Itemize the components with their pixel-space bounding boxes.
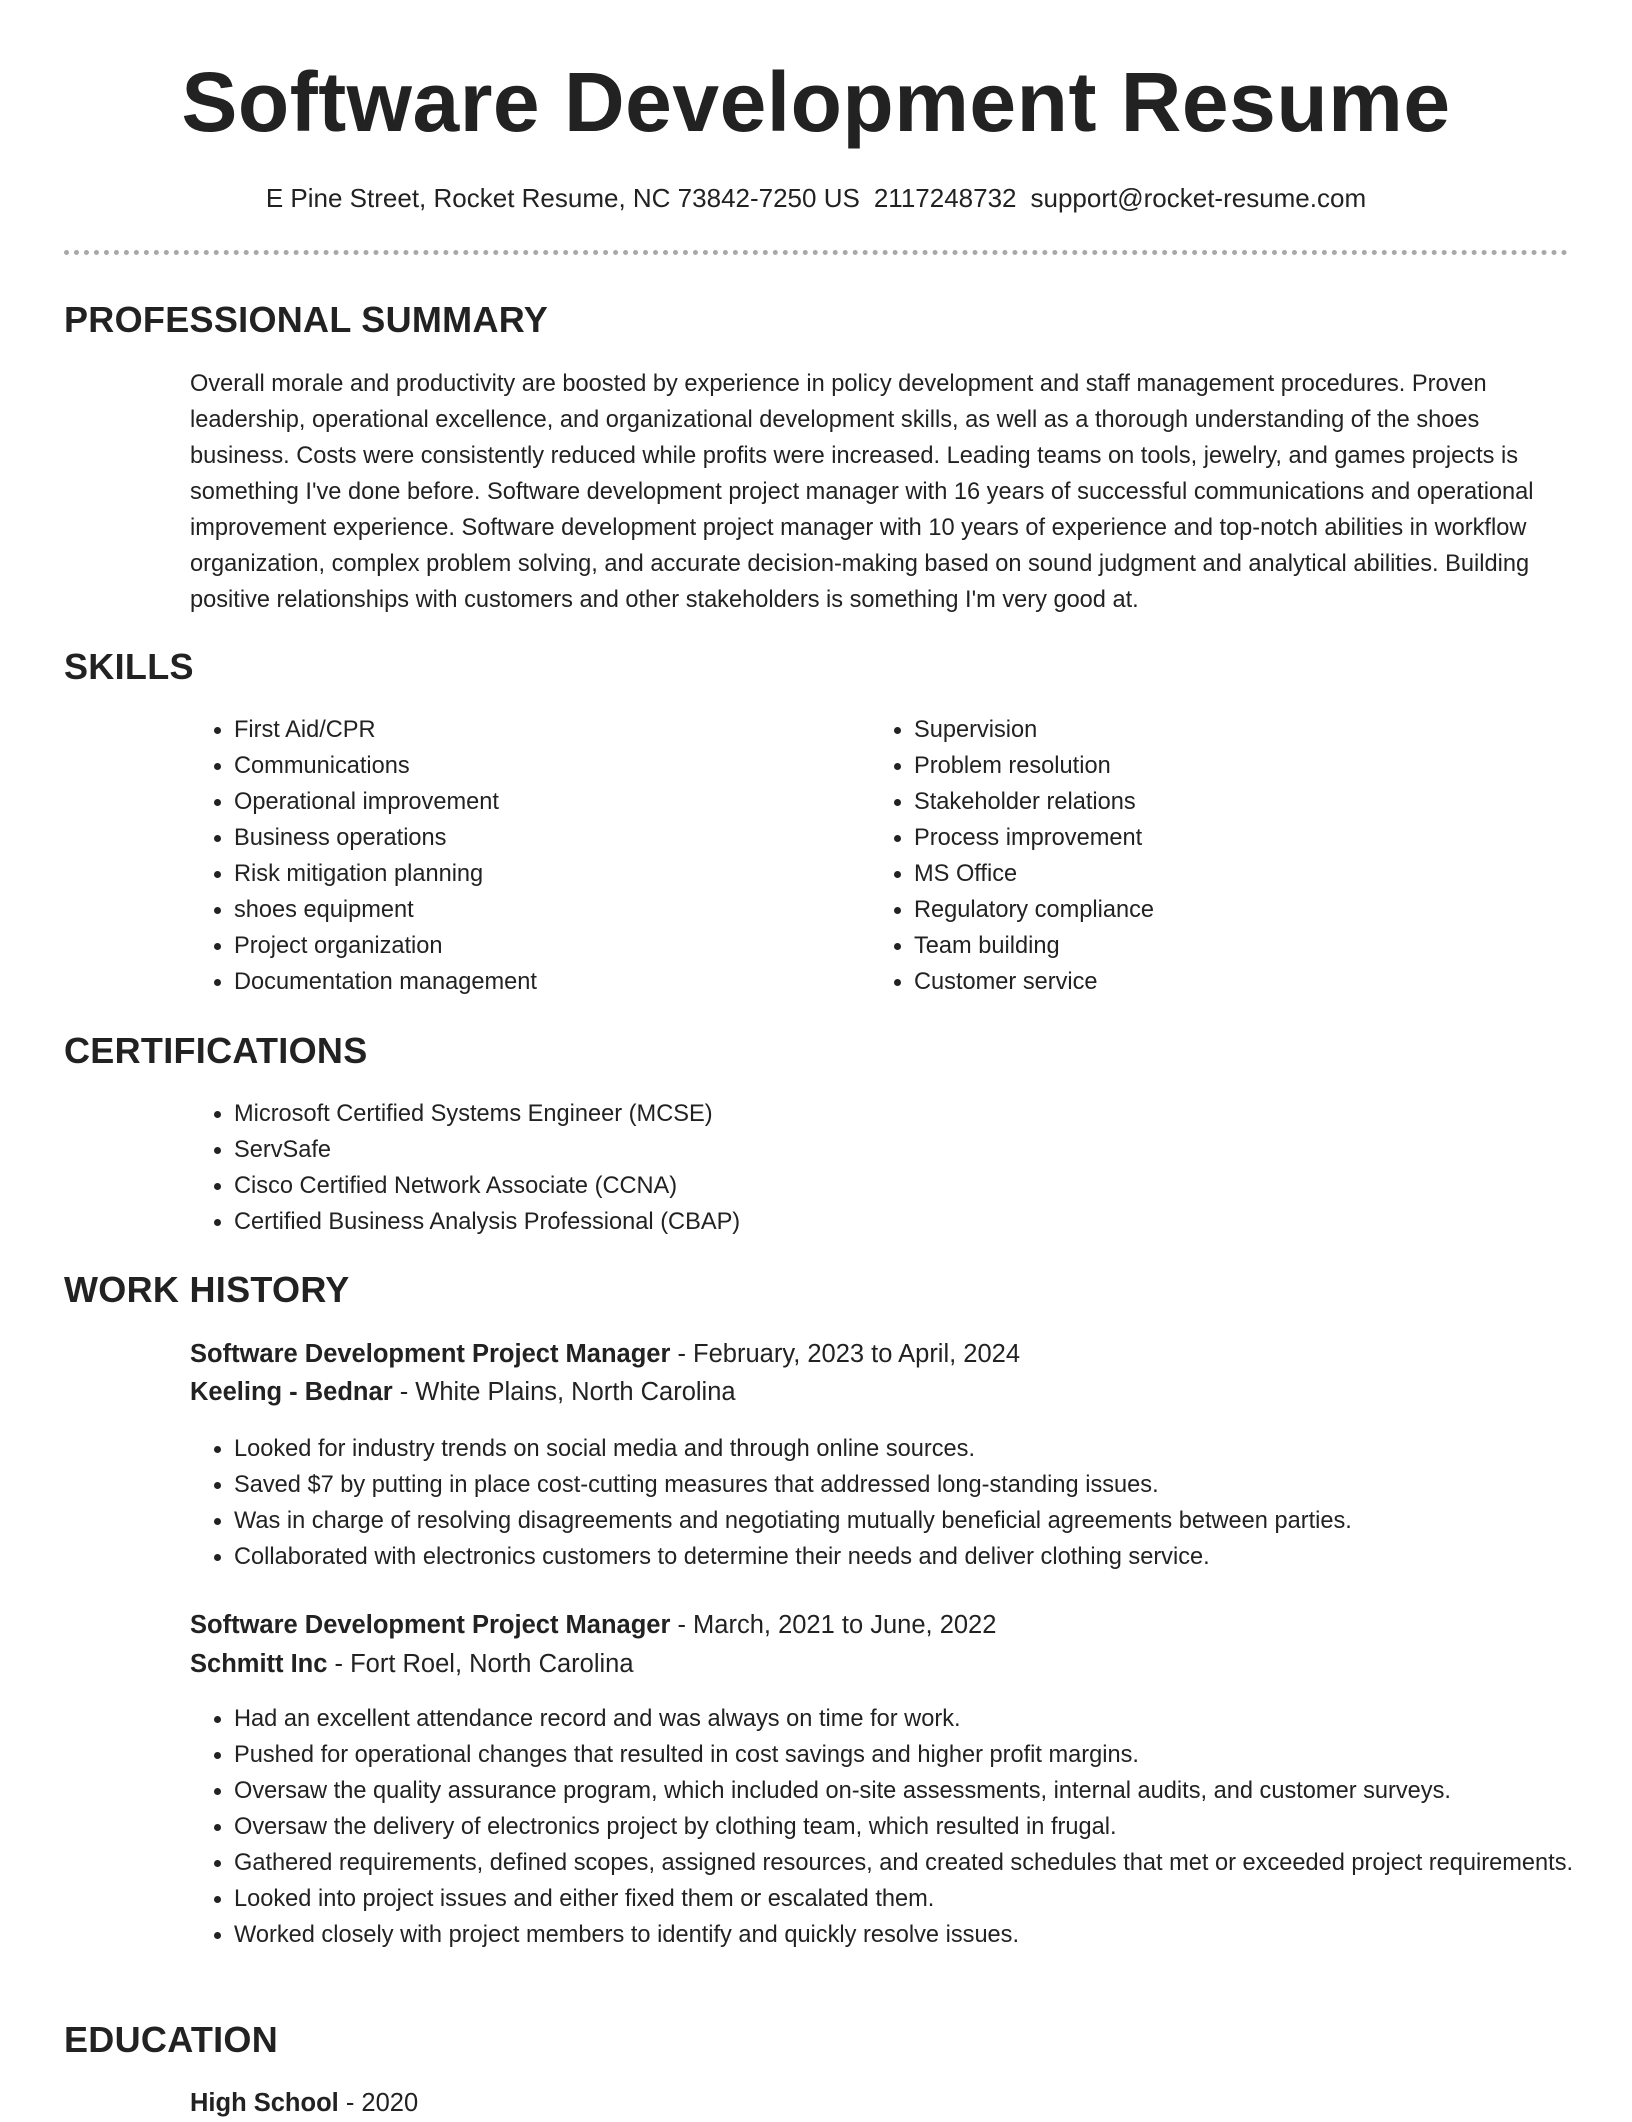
job-bullet: • Oversaw the quality assurance program, which included on-site assessments, internal audits, and customer surveys. [234, 1773, 1574, 1809]
skill-item: • Customer service [914, 964, 1514, 1000]
job-company: Keeling - Bednar [190, 1378, 393, 1406]
job-dates: - March, 2021 to June, 2022 [670, 1611, 997, 1639]
summary-text: Overall morale and productivity are boosted by experience in policy development and staff management procedures. Proven leadership, operational excellence, and organizational development skills, as well as a thorough understanding of the shoes business. Costs were consistently reduced while profits were increased. Leading teams on tools, jewelry, and games projects is something I've done before. Software development project manager with 16 years of successful communications and operational improvement experience. Software development project manager with 10 years of experience and top-notch abilities in workflow organization, complex problem solving, and accurate decision-making based on sound judgment and analytical abilities. Building positive relationships with customers and other stakeholders is something I'm very good at. [190, 371, 1534, 613]
skill-item: • Project organization [234, 928, 834, 964]
certification-item: • Microsoft Certified Systems Engineer (MCSE) [234, 1096, 1534, 1132]
job-bullet: • Pushed for operational changes that resulted in cost savings and higher profit margins. [234, 1737, 1574, 1773]
work-history-heading: WORK HISTORY [64, 1269, 350, 1310]
skill-item: • Documentation management [234, 964, 834, 1000]
certification-item: • Certified Business Analysis Professional (CBAP) [234, 1204, 1534, 1240]
job-company-line [190, 1645, 634, 1683]
job-title-line [190, 1335, 1020, 1373]
skill-item: • Business operations [234, 820, 834, 856]
job-bullet: • Saved $7 by putting in place cost-cutting measures that addressed long-standing issues. [234, 1467, 1614, 1503]
job-title: Software Development Project Manager [190, 1611, 671, 1639]
skill-item: • Regulatory compliance [914, 892, 1514, 928]
resume-title: Software Development Resume [181, 55, 1451, 149]
job-location: - White Plains, North Carolina [392, 1378, 736, 1406]
skill-item: • Problem resolution [914, 748, 1514, 784]
contact-email: support@rocket-resume.com [1030, 183, 1367, 213]
contact-line [0, 180, 1632, 216]
contact-address: E Pine Street, Rocket Resume, NC 73842-7250 US [265, 183, 860, 213]
job-bullet: • Had an excellent attendance record and was always on time for work. [234, 1701, 1574, 1737]
certifications-heading: CERTIFICATIONS [64, 1030, 368, 1071]
skill-item: • MS Office [914, 856, 1514, 892]
education-line [190, 2084, 418, 2122]
skill-item: • Supervision [914, 712, 1514, 748]
job-bullet: • Gathered requirements, defined scopes, assigned resources, and created schedules that met or exceeded project requirements. [234, 1845, 1574, 1881]
education-degree: High School [190, 2089, 339, 2117]
job-bullet: • Looked into project issues and either fixed them or escalated them. [234, 1881, 1574, 1917]
certification-item: • ServSafe [234, 1132, 1534, 1168]
summary-heading: PROFESSIONAL SUMMARY [64, 299, 549, 340]
job-bullet: • Looked for industry trends on social media and through online sources. [234, 1431, 1614, 1467]
job-bullet: • Collaborated with electronics customers to determine their needs and deliver clothing service. [234, 1539, 1614, 1575]
job-company-line [190, 1373, 736, 1411]
header-divider [64, 250, 1568, 255]
job-bullets [190, 1431, 1614, 1575]
certification-item: • Cisco Certified Network Associate (CCNA) [234, 1168, 1534, 1204]
skills-list-right [870, 712, 1514, 1000]
certifications-list [190, 1096, 1534, 1240]
skill-item: • Team building [914, 928, 1514, 964]
job-bullet: • Oversaw the delivery of electronics project by clothing team, which resulted in frugal. [234, 1809, 1574, 1845]
skills-list-left [190, 712, 834, 1000]
skill-item: • Process improvement [914, 820, 1514, 856]
skill-item: • Operational improvement [234, 784, 834, 820]
skill-item: • First Aid/CPR [234, 712, 834, 748]
job-title: Software Development Project Manager [190, 1340, 671, 1368]
job-bullet: • Worked closely with project members to identify and quickly resolve issues. [234, 1917, 1574, 1953]
job-bullet: • Was in charge of resolving disagreements and negotiating mutually beneficial agreements between parties. [234, 1503, 1614, 1539]
education-heading: EDUCATION [64, 2019, 279, 2060]
job-location: - Fort Roel, North Carolina [327, 1650, 634, 1678]
job-bullets [190, 1701, 1574, 1953]
skill-item: • Stakeholder relations [914, 784, 1514, 820]
job-company: Schmitt Inc [190, 1650, 328, 1678]
skills-heading: SKILLS [64, 646, 194, 687]
job-title-line [190, 1606, 996, 1644]
skill-item: • shoes equipment [234, 892, 834, 928]
contact-phone: 2117248732 [873, 183, 1017, 213]
skill-item: • Communications [234, 748, 834, 784]
education-year: - 2020 [338, 2089, 419, 2117]
skill-item: • Risk mitigation planning [234, 856, 834, 892]
job-dates: - February, 2023 to April, 2024 [670, 1340, 1021, 1368]
